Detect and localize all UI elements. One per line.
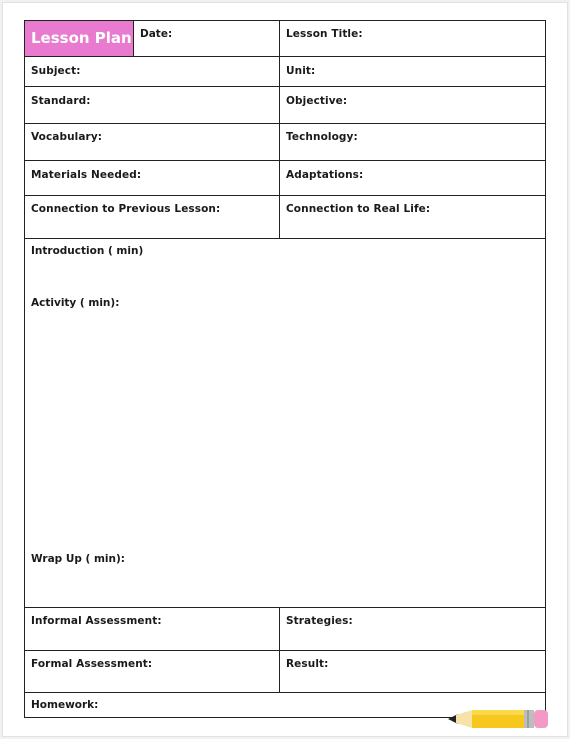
activity-label: Activity ( min):	[31, 297, 120, 309]
header-left-cell	[25, 21, 280, 56]
standard-objective-row	[25, 87, 545, 124]
subject-label: Subject:	[31, 65, 81, 77]
subject-cell[interactable]	[25, 57, 280, 86]
subject-unit-row	[25, 57, 545, 87]
unit-cell[interactable]	[280, 57, 545, 86]
adaptations-cell[interactable]	[280, 161, 545, 195]
informal-assessment-row	[25, 608, 545, 651]
standard-cell[interactable]	[25, 87, 280, 123]
standard-label: Standard:	[31, 95, 91, 107]
connection-row	[25, 196, 545, 239]
unit-label: Unit:	[286, 65, 316, 77]
formal-assessment-cell[interactable]	[25, 651, 280, 692]
formal-assessment-row	[25, 651, 545, 693]
materials-cell[interactable]	[25, 161, 280, 195]
result-cell[interactable]	[280, 651, 545, 692]
adaptations-label: Adaptations:	[286, 169, 364, 181]
wrap-up-label: Wrap Up ( min):	[31, 553, 125, 565]
informal-assessment-label: Informal Assessment:	[31, 615, 162, 627]
materials-label: Materials Needed:	[31, 169, 142, 181]
date-field[interactable]: Date:	[140, 28, 173, 40]
formal-assessment-label: Formal Assessment:	[31, 658, 153, 670]
lesson-title-label: Lesson Title:	[286, 28, 363, 40]
lesson-plan-page	[2, 2, 568, 737]
lesson-title-cell[interactable]	[280, 21, 545, 56]
strategies-cell[interactable]	[280, 608, 545, 650]
connection-previous-cell[interactable]	[25, 196, 280, 238]
title-badge	[25, 21, 134, 56]
vocabulary-technology-row	[25, 124, 545, 161]
objective-cell[interactable]	[280, 87, 545, 123]
lesson-plan-grid	[24, 20, 546, 718]
technology-cell[interactable]	[280, 124, 545, 160]
vocabulary-label: Vocabulary:	[31, 131, 103, 143]
objective-label: Objective:	[286, 95, 348, 107]
page-title: Lesson Plan	[31, 29, 132, 47]
lesson-body-section[interactable]	[25, 239, 545, 608]
materials-adaptations-row	[25, 161, 545, 196]
connection-previous-label: Connection to Previous Lesson:	[31, 203, 221, 215]
informal-assessment-cell[interactable]	[25, 608, 280, 650]
connection-real-life-label: Connection to Real Life:	[286, 203, 431, 215]
strategies-label: Strategies:	[286, 615, 353, 627]
pencil-icon	[448, 707, 554, 731]
vocabulary-cell[interactable]	[25, 124, 280, 160]
connection-real-life-cell[interactable]	[280, 196, 545, 238]
technology-label: Technology:	[286, 131, 358, 143]
homework-label: Homework:	[31, 699, 99, 711]
header-row	[25, 21, 545, 57]
introduction-label: Introduction ( min)	[31, 245, 144, 257]
result-label: Result:	[286, 658, 329, 670]
